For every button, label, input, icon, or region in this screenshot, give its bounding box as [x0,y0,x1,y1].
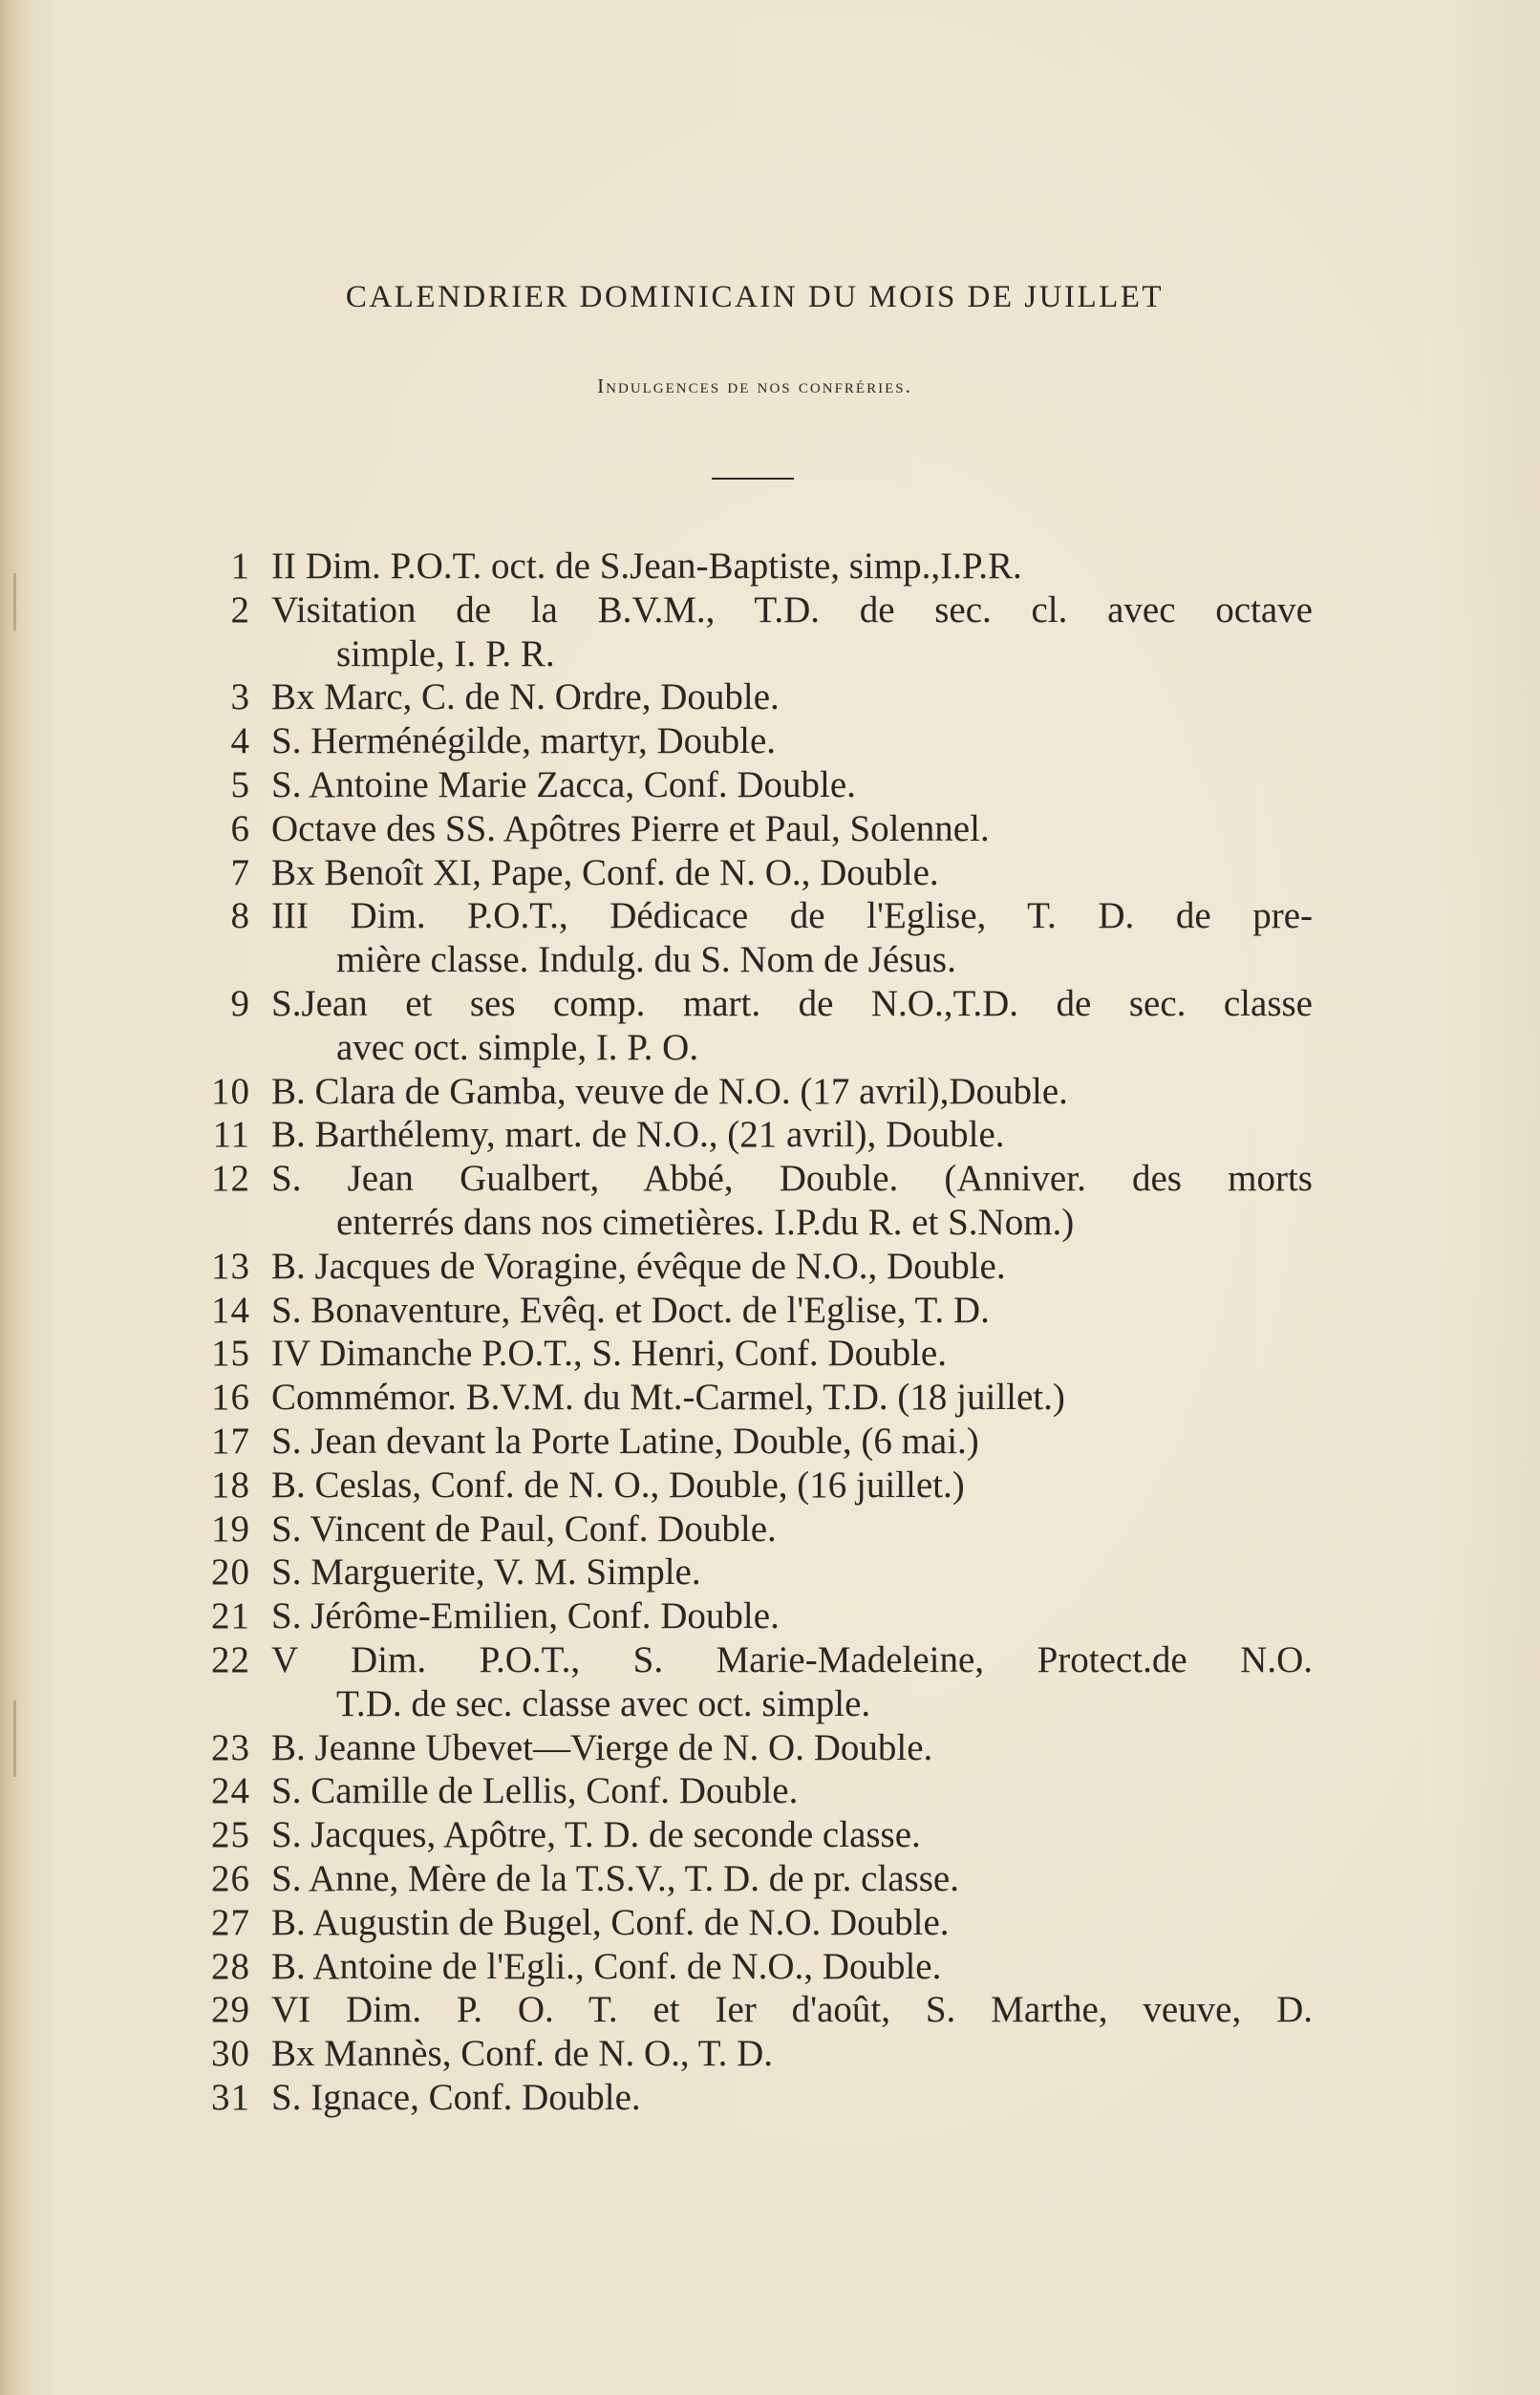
calendar-entry [0,1945,1540,1989]
calendar-entry [0,1769,1540,1813]
calendar-entry [0,1113,1540,1157]
calendar-entry [0,2076,1540,2120]
entry-text: S. Marguerite, V. M. Simple. [271,1551,701,1593]
day-number: 15 [211,1333,250,1375]
day-number: 30 [211,2033,250,2075]
day-number: 27 [211,1901,250,1943]
day-number: 25 [211,1814,250,1856]
calendar-entry [0,1726,1540,1770]
day-number: 21 [211,1595,250,1637]
entry-text: B. Jacques de Voragine, évêque de N.O., Double. [271,1245,1006,1287]
calendar-entry [0,1508,1540,1551]
calendar-entry [0,1420,1540,1464]
day-number: 26 [211,1857,250,1899]
day-number: 24 [211,1770,250,1812]
calendar-entry [0,1550,1540,1594]
calendar-entry [0,1638,1540,1726]
page-subtitle: Indulgences de nos confréries. [597,374,912,397]
day-number: 7 [230,851,250,893]
day-number: 22 [211,1638,250,1680]
entry-text-continuation: mière classe. Indulg. du S. Nom de Jésus. [336,939,956,981]
entry-text: Bx Benoît XI, Pape, Conf. de N. O., Double. [271,851,939,893]
calendar-entry [0,1857,1540,1901]
entry-text: V Dim. P.O.T., S. Marie-Madeleine, Protect.de N.O. [271,1638,1313,1680]
entry-text: S. Jacques, Apôtre, T. D. de seconde classe. [271,1814,921,1856]
entry-text: S. Bonaventure, Evêq. et Doct. de l'Eglise, T. D. [271,1289,990,1331]
entry-text: S. Antoine Marie Zacca, Conf. Double. [271,763,856,805]
page-title: CALENDRIER DOMINICAIN DU MOIS DE JUILLET [345,280,1165,314]
day-number: 18 [211,1464,250,1506]
calendar-entry [0,763,1540,807]
day-number: 31 [211,2076,250,2118]
calendar-entry [0,1813,1540,1857]
day-number: 8 [230,895,250,937]
entry-text: VI Dim. P. O. T. et Ier d'août, S. Marthe, veuve, D. [271,1989,1313,2031]
entry-text: S. Herménégilde, martyr, Double. [271,720,777,762]
entry-text: S.Jean et ses comp. mart. de N.O.,T.D. de sec. classe [271,982,1313,1024]
entry-text: S. Ignace, Conf. Double. [271,2076,641,2118]
entry-text: II Dim. P.O.T. oct. de S.Jean-Baptiste, simp.,I.P.R. [271,545,1022,587]
calendar-entry [0,1157,1540,1245]
calendar-entry [0,1070,1540,1114]
entry-text-continuation: simple, I. P. R. [336,632,555,674]
day-number: 9 [230,982,250,1024]
day-number: 23 [211,1726,250,1768]
calendar-entry [0,807,1540,851]
entry-text: Octave des SS. Apôtres Pierre et Paul, Solennel. [271,807,990,849]
calendar-entry [0,1332,1540,1376]
entry-text: S. Jean Gualbert, Abbé, Double. (Anniver. des morts [271,1158,1313,1200]
calendar-list [0,545,1540,2120]
entry-text-continuation: T.D. de sec. classe avec oct. simple. [336,1682,871,1724]
day-number: 11 [212,1114,250,1156]
day-number: 5 [230,763,250,805]
day-number: 1 [230,545,250,587]
calendar-entry [0,894,1540,982]
entry-text: Bx Mannès, Conf. de N. O., T. D. [271,2033,774,2075]
day-number: 29 [211,1989,250,2031]
entry-text: S. Vincent de Paul, Conf. Double. [271,1508,777,1550]
day-number: 2 [230,588,250,631]
day-number: 3 [230,676,250,718]
day-number: 19 [211,1508,250,1550]
day-number: 16 [211,1377,250,1419]
calendar-entry [0,1289,1540,1333]
day-number: 28 [211,1945,250,1987]
calendar-entry [0,2032,1540,2076]
calendar-entry [0,982,1540,1070]
entry-text: B. Barthélemy, mart. de N.O., (21 avril), Double. [271,1114,1005,1156]
entry-text-continuation: enterrés dans nos cimetières. I.P.du R. et S.Nom.) [336,1201,1075,1243]
day-number: 4 [230,720,250,762]
calendar-entry [0,1988,1540,2032]
day-number: 13 [211,1245,250,1287]
day-number: 14 [211,1289,250,1331]
calendar-entry [0,1901,1540,1945]
day-number: 10 [211,1070,250,1112]
calendar-entry [0,1245,1540,1289]
entry-text: B. Clara de Gamba, veuve de N.O. (17 avril),Double. [271,1070,1068,1112]
calendar-entry [0,545,1540,588]
day-number: 17 [211,1420,250,1462]
entry-text: S. Jean devant la Porte Latine, Double, (6 mai.) [271,1420,979,1462]
calendar-entry [0,851,1540,895]
entry-text: Visitation de la B.V.M., T.D. de sec. cl. avec octave [271,588,1313,631]
entry-text: S. Camille de Lellis, Conf. Double. [271,1770,799,1812]
entry-text: Bx Marc, C. de N. Ordre, Double. [271,676,780,718]
calendar-entry [0,719,1540,763]
day-number: 6 [230,807,250,849]
entry-text-continuation: avec oct. simple, I. P. O. [336,1026,699,1068]
entry-text: B. Ceslas, Conf. de N. O., Double, (16 juillet.) [271,1464,965,1506]
calendar-entry [0,1594,1540,1638]
calendar-entry [0,675,1540,719]
entry-text: B. Antoine de l'Egli., Conf. de N.O., Double. [271,1945,942,1987]
calendar-entry [0,588,1540,676]
entry-text: Commémor. B.V.M. du Mt.-Carmel, T.D. (18 juillet.) [271,1377,1065,1419]
entry-text: S. Anne, Mère de la T.S.V., T. D. de pr. classe. [271,1857,959,1899]
title-rule [712,478,794,480]
day-number: 20 [211,1551,250,1593]
entry-text: B. Augustin de Bugel, Conf. de N.O. Double. [271,1901,950,1943]
entry-text: IV Dimanche P.O.T., S. Henri, Conf. Double. [271,1333,947,1375]
day-number: 12 [211,1158,250,1200]
entry-text: B. Jeanne Ubevet—Vierge de N. O. Double. [271,1726,933,1768]
entry-text: III Dim. P.O.T., Dédicace de l'Eglise, T. D. de pre- [271,895,1313,937]
entry-text: S. Jérôme-Emilien, Conf. Double. [271,1595,780,1637]
calendar-entry [0,1464,1540,1508]
calendar-entry [0,1376,1540,1420]
